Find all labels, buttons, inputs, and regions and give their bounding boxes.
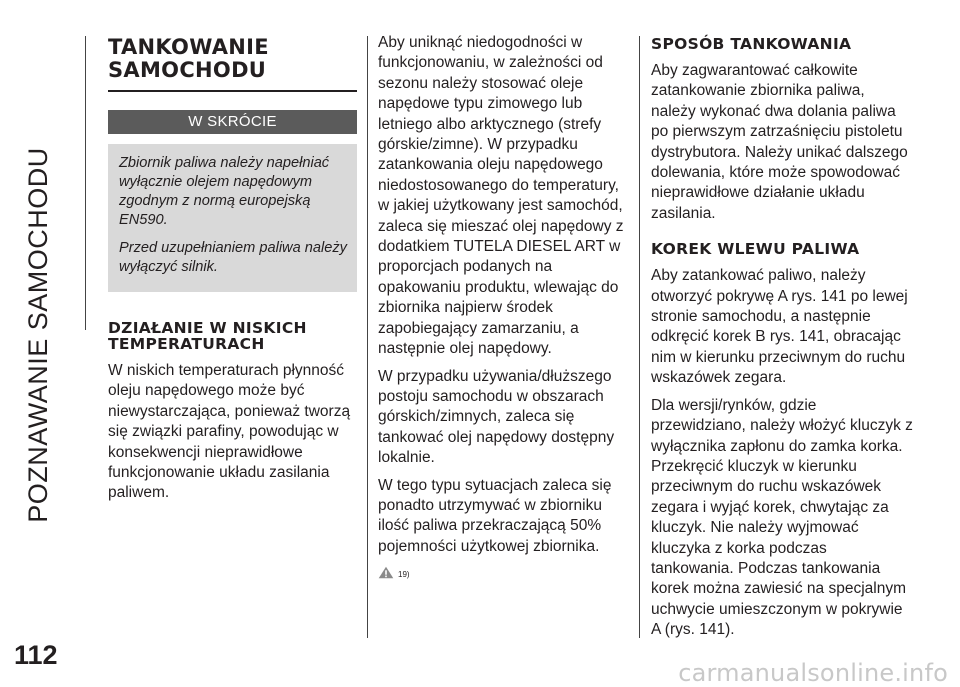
- summary-paragraph: Przed uzupełnianiem paliwa należy wyłączyć silnik.: [119, 240, 347, 275]
- column-divider-2: [639, 36, 640, 638]
- warning-note-reference: [378, 566, 631, 579]
- margin-divider: [85, 36, 86, 330]
- body-paragraph: Aby zatankować paliwo, należy otworzyć pokrywę A rys. 141 po lewej stronie samochodu, a następnie odkręcić korek B rys. 141, obracając nim w kierunku przeciwnym do ruchu wskazówek zegara.: [651, 267, 908, 387]
- watermark: carmanualsonline.info: [678, 659, 948, 687]
- section-side-title: POZNAWANIE SAMOCHODU: [22, 147, 53, 523]
- body-paragraph: Dla wersji/rynków, gdzie przewidziano, należy włożyć kluczyk z wyłącznika zapłonu do zamka korka. Przekręcić kluczyk w kierunku przeciwnym do ruchu wskazówek zegara i wyjąć korek, chwytając za kluczyk. Nie należy wyjmować kluczyka z korka podczas tankowania. Podczas tankowania korek można zawiesić na specjalnym uchwycie umieszczonym w pokrywie A (rys. 141).: [651, 396, 913, 639]
- body-paragraph: W tego typu sytuacjach zaleca się ponadto utrzymywać w zbiorniku ilość paliwa przekraczającą 50% pojemności użytkowej zbiornika.: [378, 476, 612, 555]
- section-heading-refuelling: SPOSÓB TANKOWANIA: [651, 35, 852, 53]
- column-right: [651, 30, 913, 648]
- page-title-line1: TANKOWANIE: [108, 35, 269, 59]
- column-divider-1: [367, 36, 368, 638]
- summary-box: [108, 144, 357, 292]
- summary-title: W SKRÓCIE: [108, 110, 357, 134]
- summary-paragraph: Zbiornik paliwa należy napełniać wyłącznie olejem napędowym zgodnym z normą europejską EN590.: [119, 155, 330, 228]
- body-paragraph: W przypadku używania/dłuższego postoju samochodu w obszarach górskich/zimnych, zaleca się tankować olej napędowy dostępny lokalnie.: [378, 367, 615, 467]
- body-paragraph: Aby zagwarantować całkowite zatankowanie zbiornika paliwa, należy wykonać dwa dolania paliwa po pierwszym zatrzaśnięciu pistoletu dystrybutora. Należy unikać dalszego dolewania, które może spowodować nieprawidłowe działanie układu zasilania.: [651, 62, 908, 222]
- body-paragraph: W niskich temperaturach płynność oleju napędowego może być niewystarczająca, ponieważ tworzą się związki parafiny, powodując w konsekwencji nieprawidłowe funkcjonowanie układu zasilania paliwem.: [108, 362, 351, 502]
- page-title: [108, 30, 357, 88]
- title-rule: [108, 90, 357, 92]
- body-paragraph: Aby uniknąć niedogodności w funkcjonowaniu, w zależności od sezonu należy stosować oleje napędowe typu zimowego lub letniego albo arktycznego (strefy górskie/zimne). W przypadku zatankowania oleju napędowego niedostosowanego do temperatury, w jakiej użytkowany jest samochód, zaleca się mieszać olej napędowy z dodatkiem TUTELA DIESEL ART w proporcjach podanych na opakowaniu produktu, wlewając do zbiornika najpierw środek zapobiegający zamarzaniu, a następnie olej napędowy.: [378, 34, 624, 358]
- column-middle: [378, 30, 631, 579]
- section-heading-low-temperatures: DZIAŁANIE W NISKICH TEMPERATURACH: [108, 319, 307, 353]
- page-title-line2: SAMOCHODU: [108, 58, 267, 82]
- note-ref-number: 19): [398, 570, 410, 580]
- warning-triangle-icon: [378, 566, 394, 579]
- column-left: [108, 30, 357, 511]
- section-heading-fuel-cap: KOREK WLEWU PALIWA: [651, 240, 860, 259]
- page-number: 112: [14, 640, 58, 670]
